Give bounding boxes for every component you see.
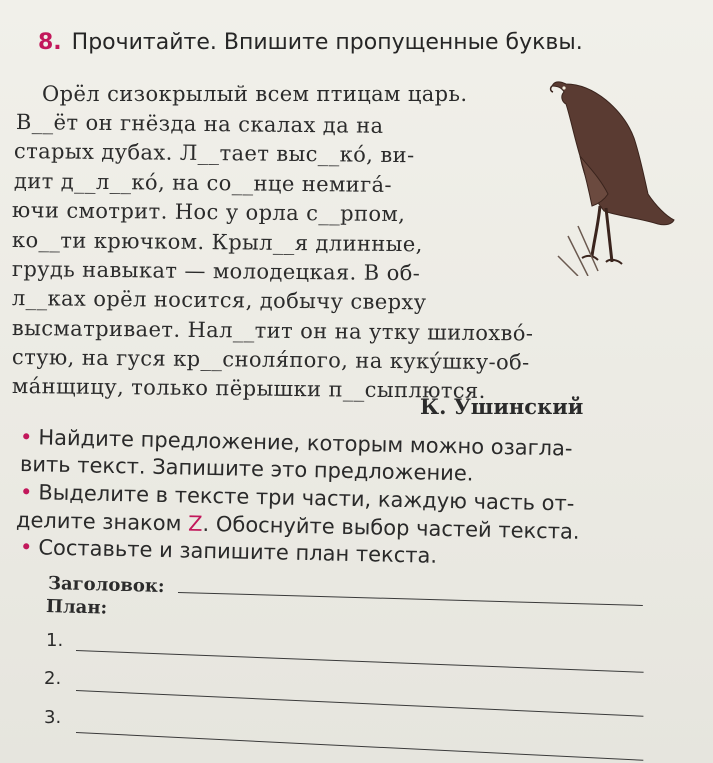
- passage-line: ко__ти крючком. Крыл__я длинные,: [11, 228, 423, 257]
- passage-line: В__ёт он гнёзда на скалах да на: [15, 110, 384, 138]
- bullet-text: делите знаком: [15, 508, 182, 536]
- instruction-bullet-1-cont: вить текст. Запишите это предложение.: [19, 452, 474, 486]
- bullet-icon: •: [19, 535, 33, 560]
- author-name: К. Ушинский: [420, 394, 584, 419]
- passage-line: ма́нщицу, только пёрышки п__сыплются.: [11, 374, 486, 403]
- passage-line: ючи смотрит. Нос у орла с__рпом,: [11, 198, 406, 227]
- passage-line: дит д__л__ко́, на со__нце немига́-: [13, 169, 393, 197]
- plan-item-number: 3.: [44, 707, 62, 728]
- title-answer-line[interactable]: [178, 592, 643, 606]
- passage-line: Орёл сизокрылый всем птицам царь.: [42, 82, 468, 106]
- plan-answer-line-1[interactable]: [76, 650, 644, 673]
- bullet-icon: •: [19, 480, 33, 505]
- bullet-icon: •: [19, 425, 33, 450]
- passage-line: л__ках орёл носится, добычу сверху: [11, 286, 427, 315]
- bullet-text: Найдите предложение, которым можно озагла-: [38, 425, 573, 461]
- z-mark: Z: [187, 511, 203, 536]
- bullet-text: . Обоснуйте выбор частей текста.: [202, 511, 580, 544]
- plan-answer-line-2[interactable]: [76, 690, 643, 717]
- bullet-text: Составьте и запишите план текста.: [38, 535, 438, 568]
- bullet-text: Выделите в тексте три части, каждую часть от-: [38, 480, 575, 516]
- passage-line: старых дубах. Л__тает выс__ко́, ви-: [13, 139, 415, 168]
- eagle-icon: [548, 66, 678, 276]
- task-number: 8.: [38, 30, 62, 55]
- plan-item-number: 1.: [46, 630, 64, 651]
- plan-item-number: 2.: [44, 668, 62, 689]
- passage-line: грудь навыкат — молодецкая. В об-: [11, 257, 421, 286]
- passage-line: высматривает. Нал__тит он на утку шилохво́-: [11, 316, 534, 346]
- task-instruction: Прочитайте. Впишите пропущенные буквы.: [71, 30, 583, 55]
- instruction-bullet-3: [20, 535, 438, 568]
- plan-answer-line-3[interactable]: [76, 732, 643, 761]
- passage-line: стую, на гуся кр__сноля́пого, на куку́шку-об-: [11, 345, 530, 375]
- title-label: Заголовок:: [47, 573, 165, 598]
- task-header: [38, 30, 583, 55]
- plan-label: План:: [45, 596, 108, 619]
